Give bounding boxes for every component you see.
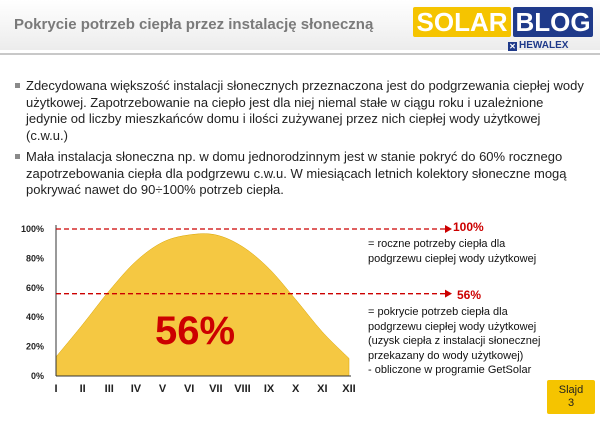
y-tick-label: 60% bbox=[25, 282, 44, 293]
x-tick-label: XII bbox=[342, 383, 356, 395]
y-tick-label: 40% bbox=[25, 312, 44, 323]
y-tick-label: 100% bbox=[20, 224, 44, 234]
bullet-list bbox=[14, 78, 584, 204]
line-56-description bbox=[368, 305, 540, 378]
bullet-text: Mała instalacja słoneczna np. w domu jednorodzinnym jest w stanie pokryć do 60% rocznego zapotrzebowania ciepła dla podgrzewu c.w.u. W miesiącach letnich kolektory słoneczne mogą pokrywać nawet do 90÷100% potrzeb ciepła. bbox=[26, 149, 567, 197]
hewalex-icon: ✕ bbox=[509, 42, 516, 51]
page-title: Pokrycie potrzeb ciepła przez instalację słoneczną bbox=[14, 16, 374, 33]
slide-header bbox=[0, 0, 600, 50]
x-tick-label: V bbox=[158, 383, 167, 395]
x-tick-label: VI bbox=[183, 383, 195, 395]
blog-logo: BLOG bbox=[513, 7, 593, 37]
header-divider bbox=[0, 53, 600, 55]
line-100-description bbox=[368, 237, 536, 266]
x-tick-label: IX bbox=[263, 383, 275, 395]
bullet-marker-icon bbox=[15, 154, 20, 159]
reference-arrow-56-icon bbox=[445, 290, 452, 298]
annotation-line: = roczne potrzeby ciepła dla bbox=[368, 238, 506, 250]
bullet-item bbox=[14, 78, 584, 144]
x-tick-label: III bbox=[104, 383, 114, 395]
slide-number-badge bbox=[547, 380, 595, 414]
y-tick-label: 80% bbox=[25, 253, 44, 264]
annotation-line: podgrzewu ciepłej wody użytkowej bbox=[368, 320, 537, 333]
line-56-label: 56% bbox=[457, 288, 482, 302]
solar-logo: SOLAR bbox=[413, 7, 511, 37]
coverage-area bbox=[56, 234, 349, 376]
annotation-line: (uzysk ciepła z instalacji słonecznej bbox=[368, 335, 541, 347]
bullet-item bbox=[14, 149, 584, 199]
x-tick-label: X bbox=[292, 383, 300, 395]
x-tick-label: XI bbox=[317, 383, 328, 395]
x-tick-label: VIII bbox=[234, 383, 251, 395]
slide-number: 3 bbox=[567, 397, 575, 409]
x-tick-label: IV bbox=[130, 383, 142, 395]
annotation-line: = pokrycie potrzeb ciepła dla bbox=[368, 306, 508, 318]
y-tick-label: 20% bbox=[25, 341, 44, 352]
bullet-marker-icon bbox=[15, 83, 20, 88]
coverage-percent-label: 56% bbox=[154, 309, 236, 353]
annotation-line: - obliczone w programie GetSolar bbox=[368, 364, 532, 376]
line-100-label: 100% bbox=[453, 220, 484, 234]
hewalex-logo bbox=[508, 40, 568, 52]
annotation-line: przekazany do wody użytkowej) bbox=[368, 349, 524, 362]
bullet-text: Zdecydowana większość instalacji słonecznych przeznaczona jest do podgrzewania ciepłej wody użytkowej. Zapotrzebowanie na ciepło jest dla niej niemal stałe w ciągu roku i uzależnione jedynie od liczby mieszkańców domu i ilości zużywanej przez nich ciepłej wody użytkowej (c.w.u.) bbox=[26, 78, 584, 143]
x-tick-label: I bbox=[54, 383, 58, 395]
reference-arrow-100-icon bbox=[445, 225, 452, 233]
x-tick-label: VII bbox=[209, 383, 223, 395]
annotation-line: podgrzewu ciepłej wody użytkowej bbox=[368, 252, 537, 265]
x-tick-label: II bbox=[79, 383, 86, 395]
slide-label: Slajd bbox=[558, 384, 584, 396]
hewalex-label: HEWALEX bbox=[519, 40, 569, 51]
y-tick-label: 0% bbox=[30, 371, 44, 381]
